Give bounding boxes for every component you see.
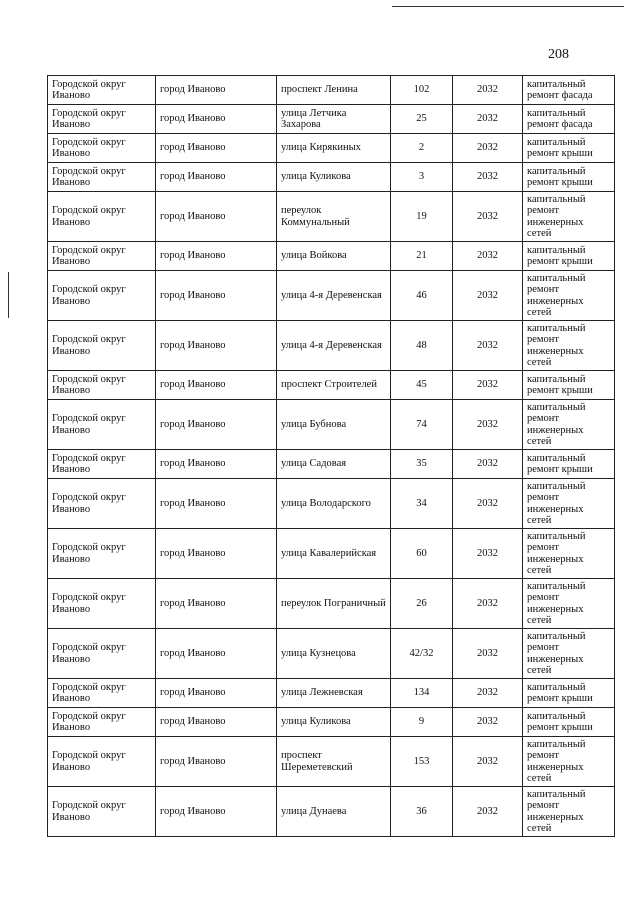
table-row	[48, 479, 615, 529]
work-type-cell: капитальный ремонт инженерных сетей	[523, 787, 615, 837]
work-type-cell: капитальный ремонт крыши	[523, 163, 615, 192]
street-cell: проспект Строителей	[277, 371, 391, 400]
margin-mark	[8, 272, 9, 318]
street-cell: проспект Шереметевский	[277, 737, 391, 787]
year-cell: 2032	[453, 321, 523, 371]
work-type-cell: капитальный ремонт инженерных сетей	[523, 479, 615, 529]
house-number-cell: 102	[391, 76, 453, 105]
street-cell: переулок Коммунальный	[277, 192, 391, 242]
city-cell: город Иваново	[156, 134, 277, 163]
year-cell: 2032	[453, 479, 523, 529]
street-cell: улица Володарского	[277, 479, 391, 529]
table-row	[48, 242, 615, 271]
year-cell: 2032	[453, 192, 523, 242]
year-cell: 2032	[453, 579, 523, 629]
house-number-cell: 153	[391, 737, 453, 787]
city-cell: город Иваново	[156, 529, 277, 579]
municipality-cell: Городской округ Иваново	[48, 105, 156, 134]
work-type-cell: капитальный ремонт инженерных сетей	[523, 629, 615, 679]
year-cell: 2032	[453, 737, 523, 787]
repair-schedule-table	[47, 75, 615, 837]
year-cell: 2032	[453, 242, 523, 271]
work-type-cell: капитальный ремонт инженерных сетей	[523, 400, 615, 450]
table-row	[48, 76, 615, 105]
year-cell: 2032	[453, 629, 523, 679]
street-cell: улица Кирякиных	[277, 134, 391, 163]
table-row	[48, 629, 615, 679]
house-number-cell: 60	[391, 529, 453, 579]
work-type-cell: капитальный ремонт крыши	[523, 134, 615, 163]
house-number-cell: 2	[391, 134, 453, 163]
year-cell: 2032	[453, 708, 523, 737]
table-body	[48, 76, 615, 837]
street-cell: улица Кавалерийская	[277, 529, 391, 579]
table-row	[48, 737, 615, 787]
municipality-cell: Городской округ Иваново	[48, 479, 156, 529]
city-cell: город Иваново	[156, 321, 277, 371]
work-type-cell: капитальный ремонт инженерных сетей	[523, 579, 615, 629]
city-cell: город Иваново	[156, 787, 277, 837]
table-row	[48, 579, 615, 629]
page-number: 208	[548, 47, 569, 62]
work-type-cell: капитальный ремонт крыши	[523, 679, 615, 708]
year-cell: 2032	[453, 529, 523, 579]
street-cell: улица Садовая	[277, 450, 391, 479]
work-type-cell: капитальный ремонт крыши	[523, 371, 615, 400]
city-cell: город Иваново	[156, 737, 277, 787]
table-row	[48, 163, 615, 192]
year-cell: 2032	[453, 450, 523, 479]
work-type-cell: капитальный ремонт фасада	[523, 76, 615, 105]
table-row	[48, 134, 615, 163]
city-cell: город Иваново	[156, 629, 277, 679]
house-number-cell: 34	[391, 479, 453, 529]
year-cell: 2032	[453, 163, 523, 192]
house-number-cell: 46	[391, 271, 453, 321]
year-cell: 2032	[453, 105, 523, 134]
table-row	[48, 105, 615, 134]
house-number-cell: 42/32	[391, 629, 453, 679]
house-number-cell: 45	[391, 371, 453, 400]
municipality-cell: Городской округ Иваново	[48, 271, 156, 321]
municipality-cell: Городской округ Иваново	[48, 629, 156, 679]
street-cell: улица 4-я Деревенская	[277, 271, 391, 321]
city-cell: город Иваново	[156, 163, 277, 192]
city-cell: город Иваново	[156, 105, 277, 134]
work-type-cell: капитальный ремонт инженерных сетей	[523, 737, 615, 787]
street-cell: переулок Пограничный	[277, 579, 391, 629]
municipality-cell: Городской округ Иваново	[48, 450, 156, 479]
table-row	[48, 679, 615, 708]
house-number-cell: 25	[391, 105, 453, 134]
municipality-cell: Городской округ Иваново	[48, 242, 156, 271]
street-cell: улица Войкова	[277, 242, 391, 271]
table-row	[48, 529, 615, 579]
municipality-cell: Городской округ Иваново	[48, 708, 156, 737]
house-number-cell: 74	[391, 400, 453, 450]
year-cell: 2032	[453, 271, 523, 321]
street-cell: улица Дунаева	[277, 787, 391, 837]
work-type-cell: капитальный ремонт крыши	[523, 708, 615, 737]
year-cell: 2032	[453, 371, 523, 400]
municipality-cell: Городской округ Иваново	[48, 787, 156, 837]
city-cell: город Иваново	[156, 192, 277, 242]
house-number-cell: 21	[391, 242, 453, 271]
year-cell: 2032	[453, 679, 523, 708]
table-row	[48, 400, 615, 450]
house-number-cell: 9	[391, 708, 453, 737]
city-cell: город Иваново	[156, 76, 277, 105]
municipality-cell: Городской округ Иваново	[48, 529, 156, 579]
work-type-cell: капитальный ремонт инженерных сетей	[523, 529, 615, 579]
header-rule	[392, 6, 624, 7]
house-number-cell: 26	[391, 579, 453, 629]
table-row	[48, 271, 615, 321]
municipality-cell: Городской округ Иваново	[48, 737, 156, 787]
municipality-cell: Городской округ Иваново	[48, 321, 156, 371]
table-row	[48, 787, 615, 837]
street-cell: улица 4-я Деревенская	[277, 321, 391, 371]
city-cell: город Иваново	[156, 708, 277, 737]
house-number-cell: 3	[391, 163, 453, 192]
city-cell: город Иваново	[156, 400, 277, 450]
year-cell: 2032	[453, 76, 523, 105]
house-number-cell: 36	[391, 787, 453, 837]
house-number-cell: 134	[391, 679, 453, 708]
year-cell: 2032	[453, 787, 523, 837]
street-cell: улица Кузнецова	[277, 629, 391, 679]
year-cell: 2032	[453, 400, 523, 450]
house-number-cell: 48	[391, 321, 453, 371]
city-cell: город Иваново	[156, 479, 277, 529]
table-row	[48, 708, 615, 737]
city-cell: город Иваново	[156, 242, 277, 271]
municipality-cell: Городской округ Иваново	[48, 400, 156, 450]
street-cell: улица Лежневская	[277, 679, 391, 708]
municipality-cell: Городской округ Иваново	[48, 579, 156, 629]
municipality-cell: Городской округ Иваново	[48, 679, 156, 708]
city-cell: город Иваново	[156, 371, 277, 400]
street-cell: улица Куликова	[277, 708, 391, 737]
house-number-cell: 35	[391, 450, 453, 479]
table-row	[48, 450, 615, 479]
municipality-cell: Городской округ Иваново	[48, 134, 156, 163]
street-cell: улица Куликова	[277, 163, 391, 192]
municipality-cell: Городской округ Иваново	[48, 371, 156, 400]
work-type-cell: капитальный ремонт крыши	[523, 242, 615, 271]
work-type-cell: капитальный ремонт крыши	[523, 450, 615, 479]
street-cell: улица Летчика Захарова	[277, 105, 391, 134]
city-cell: город Иваново	[156, 271, 277, 321]
municipality-cell: Городской округ Иваново	[48, 163, 156, 192]
city-cell: город Иваново	[156, 579, 277, 629]
work-type-cell: капитальный ремонт инженерных сетей	[523, 321, 615, 371]
table-row	[48, 321, 615, 371]
house-number-cell: 19	[391, 192, 453, 242]
street-cell: улица Бубнова	[277, 400, 391, 450]
city-cell: город Иваново	[156, 450, 277, 479]
municipality-cell: Городской округ Иваново	[48, 192, 156, 242]
table-row	[48, 192, 615, 242]
work-type-cell: капитальный ремонт фасада	[523, 105, 615, 134]
work-type-cell: капитальный ремонт инженерных сетей	[523, 192, 615, 242]
city-cell: город Иваново	[156, 679, 277, 708]
municipality-cell: Городской округ Иваново	[48, 76, 156, 105]
table-row	[48, 371, 615, 400]
year-cell: 2032	[453, 134, 523, 163]
work-type-cell: капитальный ремонт инженерных сетей	[523, 271, 615, 321]
street-cell: проспект Ленина	[277, 76, 391, 105]
